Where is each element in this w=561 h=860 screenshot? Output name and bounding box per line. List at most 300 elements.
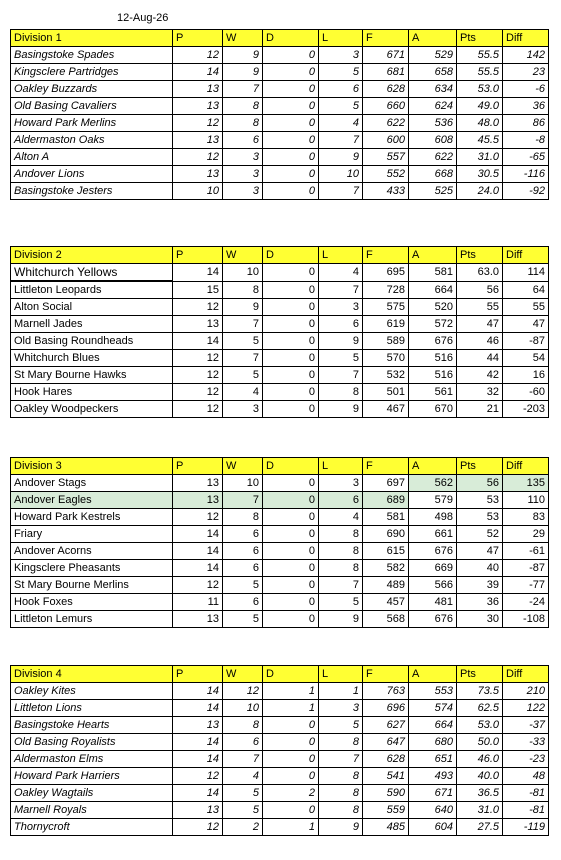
team-name: Thornycroft — [11, 819, 173, 836]
stat-cell: 8 — [319, 768, 363, 785]
table-header-row — [11, 458, 549, 475]
stat-cell: 15 — [173, 281, 223, 299]
team-name: Andover Eagles — [11, 492, 173, 509]
stat-cell: 46.0 — [457, 751, 503, 768]
stat-cell: 6 — [223, 132, 263, 149]
stat-cell: 485 — [363, 819, 409, 836]
stat-cell: 457 — [363, 594, 409, 611]
table-row — [11, 115, 549, 132]
stat-cell: 8 — [223, 281, 263, 299]
division-title: Division 1 — [11, 30, 173, 47]
stat-cell: 12 — [173, 577, 223, 594]
team-name: Howard Park Harriers — [11, 768, 173, 785]
division-table — [10, 246, 549, 418]
stat-cell: 210 — [503, 683, 549, 700]
stat-cell: 14 — [173, 526, 223, 543]
stat-cell: 5 — [223, 802, 263, 819]
stat-cell: 697 — [363, 475, 409, 492]
stat-cell: 40 — [457, 560, 503, 577]
stat-cell: 42 — [457, 367, 503, 384]
stat-cell: 0 — [263, 115, 319, 132]
table-row — [11, 509, 549, 526]
stat-cell: -6 — [503, 81, 549, 98]
stat-cell: 5 — [223, 333, 263, 350]
stat-cell: 566 — [409, 577, 457, 594]
stat-cell: -33 — [503, 734, 549, 751]
stat-cell: 669 — [409, 560, 457, 577]
stat-cell: 36.5 — [457, 785, 503, 802]
team-name: Littleton Lions — [11, 700, 173, 717]
stat-cell: 660 — [363, 98, 409, 115]
division-table — [10, 665, 549, 836]
stat-cell: 0 — [263, 594, 319, 611]
stat-cell: 634 — [409, 81, 457, 98]
stat-cell: 8 — [319, 384, 363, 401]
stat-cell: -23 — [503, 751, 549, 768]
team-name: St Mary Bourne Hawks — [11, 367, 173, 384]
stat-cell: -37 — [503, 717, 549, 734]
table-row — [11, 64, 549, 81]
stat-cell: 83 — [503, 509, 549, 526]
stat-cell: 53.0 — [457, 717, 503, 734]
stat-cell: 661 — [409, 526, 457, 543]
stat-cell: 0 — [263, 734, 319, 751]
stat-cell: 13 — [173, 316, 223, 333]
stat-cell: 574 — [409, 700, 457, 717]
stat-cell: 3 — [223, 166, 263, 183]
stat-cell: 676 — [409, 543, 457, 560]
table-row — [11, 81, 549, 98]
stat-cell: 529 — [409, 47, 457, 64]
team-name: Kingsclere Pheasants — [11, 560, 173, 577]
stat-cell: 12 — [173, 367, 223, 384]
stat-cell: 5 — [223, 611, 263, 628]
stat-cell: 0 — [263, 367, 319, 384]
stat-cell: 53.0 — [457, 81, 503, 98]
stat-cell: 12 — [173, 401, 223, 418]
stat-cell: 31.0 — [457, 149, 503, 166]
team-name: Andover Lions — [11, 166, 173, 183]
stat-cell: 36 — [457, 594, 503, 611]
stat-cell: 3 — [319, 475, 363, 492]
stat-cell: 46 — [457, 333, 503, 350]
stat-cell: -92 — [503, 183, 549, 200]
stat-cell: 9 — [319, 611, 363, 628]
stat-cell: 56 — [457, 281, 503, 299]
stat-cell: 47 — [503, 316, 549, 333]
stat-cell: 12 — [173, 384, 223, 401]
stat-cell: 5 — [319, 717, 363, 734]
table-row — [11, 594, 549, 611]
stat-cell: 615 — [363, 543, 409, 560]
team-name: Oakley Buzzards — [11, 81, 173, 98]
stat-cell: 14 — [173, 700, 223, 717]
stat-cell: 570 — [363, 350, 409, 367]
stat-cell: 5 — [319, 594, 363, 611]
stat-cell: 55.5 — [457, 47, 503, 64]
stat-cell: 8 — [223, 115, 263, 132]
stat-cell: 619 — [363, 316, 409, 333]
team-name: Marnell Royals — [11, 802, 173, 819]
stat-cell: 10 — [173, 183, 223, 200]
team-name: Basingstoke Hearts — [11, 717, 173, 734]
team-name: Aldermaston Elms — [11, 751, 173, 768]
stat-cell: 48 — [503, 768, 549, 785]
table-header-row — [11, 247, 549, 264]
table-row — [11, 819, 549, 836]
table-row — [11, 384, 549, 401]
stat-cell: -65 — [503, 149, 549, 166]
stat-cell: 7 — [319, 577, 363, 594]
stat-cell: 622 — [363, 115, 409, 132]
stat-cell: 557 — [363, 149, 409, 166]
stat-cell: 9 — [319, 333, 363, 350]
stat-cell: 54 — [503, 350, 549, 367]
stat-cell: 5 — [223, 577, 263, 594]
stat-cell: -77 — [503, 577, 549, 594]
division-table — [10, 29, 549, 200]
table-row — [11, 47, 549, 64]
stat-cell: 6 — [223, 594, 263, 611]
stat-cell: 5 — [319, 98, 363, 115]
stat-cell: 53 — [457, 509, 503, 526]
column-header: Pts — [457, 247, 503, 264]
table-row — [11, 768, 549, 785]
table-row — [11, 717, 549, 734]
stat-cell: 5 — [223, 785, 263, 802]
stat-cell: 627 — [363, 717, 409, 734]
stat-cell: 2 — [263, 785, 319, 802]
stat-cell: 640 — [409, 802, 457, 819]
stat-cell: 13 — [173, 475, 223, 492]
stat-cell: 481 — [409, 594, 457, 611]
stat-cell: 5 — [319, 350, 363, 367]
stat-cell: 728 — [363, 281, 409, 299]
stat-cell: 50.0 — [457, 734, 503, 751]
team-name: St Mary Bourne Merlins — [11, 577, 173, 594]
stat-cell: 0 — [263, 149, 319, 166]
stat-cell: 4 — [319, 509, 363, 526]
stat-cell: 8 — [319, 526, 363, 543]
stat-cell: 763 — [363, 683, 409, 700]
stat-cell: 9 — [223, 47, 263, 64]
stat-cell: 13 — [173, 166, 223, 183]
team-name: Andover Acorns — [11, 543, 173, 560]
stat-cell: 658 — [409, 64, 457, 81]
stat-cell: 48.0 — [457, 115, 503, 132]
team-name: Howard Park Merlins — [11, 115, 173, 132]
stat-cell: 110 — [503, 492, 549, 509]
stat-cell: 53 — [457, 492, 503, 509]
stat-cell: 3 — [223, 149, 263, 166]
stat-cell: 6 — [319, 492, 363, 509]
division-title: Division 3 — [11, 458, 173, 475]
stat-cell: -116 — [503, 166, 549, 183]
stat-cell: 6 — [223, 526, 263, 543]
stat-cell: 5 — [319, 64, 363, 81]
stat-cell: 498 — [409, 509, 457, 526]
column-header: D — [263, 247, 319, 264]
table-row — [11, 577, 549, 594]
stat-cell: 0 — [263, 316, 319, 333]
stat-cell: 676 — [409, 333, 457, 350]
stat-cell: 56 — [457, 475, 503, 492]
stat-cell: 7 — [319, 751, 363, 768]
stat-cell: 13 — [173, 802, 223, 819]
stat-cell: 7 — [223, 751, 263, 768]
column-header: Pts — [457, 666, 503, 683]
stat-cell: 40.0 — [457, 768, 503, 785]
stat-cell: 14 — [173, 734, 223, 751]
stat-cell: 581 — [363, 509, 409, 526]
table-row — [11, 475, 549, 492]
stat-cell: 1 — [263, 819, 319, 836]
stat-cell: 9 — [319, 819, 363, 836]
stat-cell: 135 — [503, 475, 549, 492]
date-label: 12-Aug-26 — [117, 12, 169, 24]
stat-cell: 14 — [173, 64, 223, 81]
table-header-row — [11, 666, 549, 683]
table-header-row — [11, 30, 549, 47]
team-name: Oakley Kites — [11, 683, 173, 700]
team-name: Alton Social — [11, 299, 173, 316]
stat-cell: 13 — [173, 81, 223, 98]
column-header: F — [363, 458, 409, 475]
stat-cell: 30 — [457, 611, 503, 628]
stat-cell: 0 — [263, 98, 319, 115]
stat-cell: 9 — [223, 299, 263, 316]
column-header: Diff — [503, 247, 549, 264]
stat-cell: 114 — [503, 264, 549, 282]
stat-cell: 86 — [503, 115, 549, 132]
table-row — [11, 299, 549, 316]
stat-cell: 47 — [457, 316, 503, 333]
stat-cell: 7 — [319, 367, 363, 384]
team-name: Old Basing Cavaliers — [11, 98, 173, 115]
stat-cell: 12 — [173, 768, 223, 785]
stat-cell: 671 — [409, 785, 457, 802]
stat-cell: 10 — [223, 264, 263, 282]
stat-cell: 7 — [319, 281, 363, 299]
stat-cell: -203 — [503, 401, 549, 418]
stat-cell: 55.5 — [457, 64, 503, 81]
stat-cell: 13 — [173, 611, 223, 628]
stat-cell: 10 — [319, 166, 363, 183]
stat-cell: -87 — [503, 560, 549, 577]
stat-cell: 541 — [363, 768, 409, 785]
stat-cell: 9 — [319, 401, 363, 418]
column-header: Diff — [503, 666, 549, 683]
stat-cell: -81 — [503, 802, 549, 819]
column-header: F — [363, 666, 409, 683]
table-row — [11, 492, 549, 509]
column-header: F — [363, 247, 409, 264]
stat-cell: 628 — [363, 81, 409, 98]
stat-cell: 696 — [363, 700, 409, 717]
stat-cell: 600 — [363, 132, 409, 149]
stat-cell: 12 — [173, 47, 223, 64]
stat-cell: 0 — [263, 132, 319, 149]
division-table — [10, 457, 549, 628]
team-name: Basingstoke Jesters — [11, 183, 173, 200]
column-header: Diff — [503, 458, 549, 475]
stat-cell: 63.0 — [457, 264, 503, 282]
column-header: W — [223, 458, 263, 475]
table-row — [11, 166, 549, 183]
table-row — [11, 132, 549, 149]
stat-cell: 12 — [173, 115, 223, 132]
stat-cell: 44 — [457, 350, 503, 367]
stat-cell: 0 — [263, 577, 319, 594]
stat-cell: 6 — [319, 316, 363, 333]
stat-cell: 3 — [319, 47, 363, 64]
table-row — [11, 149, 549, 166]
stat-cell: 11 — [173, 594, 223, 611]
stat-cell: 0 — [263, 802, 319, 819]
stat-cell: 520 — [409, 299, 457, 316]
stat-cell: 4 — [223, 768, 263, 785]
stat-cell: 0 — [263, 183, 319, 200]
stat-cell: -81 — [503, 785, 549, 802]
stat-cell: 47 — [457, 543, 503, 560]
stat-cell: 689 — [363, 492, 409, 509]
stat-cell: 647 — [363, 734, 409, 751]
stat-cell: 21 — [457, 401, 503, 418]
team-name: Kingsclere Partridges — [11, 64, 173, 81]
column-header: W — [223, 666, 263, 683]
stat-cell: 0 — [263, 560, 319, 577]
stat-cell: 122 — [503, 700, 549, 717]
stat-cell: 525 — [409, 183, 457, 200]
table-row — [11, 560, 549, 577]
stat-cell: 4 — [223, 384, 263, 401]
stat-cell: 590 — [363, 785, 409, 802]
table-row — [11, 264, 549, 282]
stat-cell: 536 — [409, 115, 457, 132]
stat-cell: 1 — [319, 683, 363, 700]
stat-cell: 29 — [503, 526, 549, 543]
stat-cell: 628 — [363, 751, 409, 768]
stat-cell: 12 — [173, 509, 223, 526]
column-header: A — [409, 247, 457, 264]
stat-cell: 1 — [263, 683, 319, 700]
stat-cell: -8 — [503, 132, 549, 149]
table-row — [11, 751, 549, 768]
column-header: A — [409, 666, 457, 683]
stat-cell: 23 — [503, 64, 549, 81]
column-header: L — [319, 458, 363, 475]
stat-cell: 589 — [363, 333, 409, 350]
stat-cell: 7 — [223, 316, 263, 333]
stat-cell: 6 — [319, 81, 363, 98]
stat-cell: 4 — [319, 264, 363, 282]
team-name: Old Basing Royalists — [11, 734, 173, 751]
column-header: W — [223, 247, 263, 264]
stat-cell: 8 — [223, 717, 263, 734]
stat-cell: 501 — [363, 384, 409, 401]
stat-cell: 16 — [503, 367, 549, 384]
stat-cell: 62.5 — [457, 700, 503, 717]
column-header: Diff — [503, 30, 549, 47]
column-header: L — [319, 247, 363, 264]
stat-cell: 14 — [173, 683, 223, 700]
column-header: P — [173, 247, 223, 264]
stat-cell: 3 — [319, 700, 363, 717]
stat-cell: -24 — [503, 594, 549, 611]
stat-cell: 14 — [173, 785, 223, 802]
stat-cell: 0 — [263, 526, 319, 543]
table-row — [11, 734, 549, 751]
stat-cell: 0 — [263, 401, 319, 418]
stat-cell: 0 — [263, 509, 319, 526]
column-header: A — [409, 30, 457, 47]
stat-cell: 24.0 — [457, 183, 503, 200]
stat-cell: 8 — [223, 509, 263, 526]
stat-cell: 0 — [263, 768, 319, 785]
team-name: Alton A — [11, 149, 173, 166]
team-name: Hook Foxes — [11, 594, 173, 611]
stat-cell: 676 — [409, 611, 457, 628]
stat-cell: 579 — [409, 492, 457, 509]
division-title: Division 2 — [11, 247, 173, 264]
stat-cell: 36 — [503, 98, 549, 115]
stat-cell: 0 — [263, 611, 319, 628]
stat-cell: 559 — [363, 802, 409, 819]
stat-cell: 7 — [223, 492, 263, 509]
stat-cell: 572 — [409, 316, 457, 333]
table-row — [11, 401, 549, 418]
stat-cell: 14 — [173, 264, 223, 282]
table-row — [11, 183, 549, 200]
stat-cell: 39 — [457, 577, 503, 594]
stat-cell: 7 — [223, 350, 263, 367]
team-name: Andover Stags — [11, 475, 173, 492]
stat-cell: 49.0 — [457, 98, 503, 115]
table-row — [11, 526, 549, 543]
stat-cell: 30.5 — [457, 166, 503, 183]
stat-cell: 27.5 — [457, 819, 503, 836]
stat-cell: 0 — [263, 81, 319, 98]
stat-cell: 12 — [173, 149, 223, 166]
stat-cell: 12 — [173, 299, 223, 316]
stat-cell: 552 — [363, 166, 409, 183]
table-row — [11, 281, 549, 299]
stat-cell: 681 — [363, 64, 409, 81]
stat-cell: 489 — [363, 577, 409, 594]
team-name: Howard Park Kestrels — [11, 509, 173, 526]
stat-cell: 10 — [223, 475, 263, 492]
stat-cell: 532 — [363, 367, 409, 384]
stat-cell: 516 — [409, 350, 457, 367]
stat-cell: 14 — [173, 543, 223, 560]
stat-cell: 433 — [363, 183, 409, 200]
stat-cell: 1 — [263, 700, 319, 717]
stat-cell: 3 — [223, 183, 263, 200]
stat-cell: 568 — [363, 611, 409, 628]
stat-cell: -119 — [503, 819, 549, 836]
table-row — [11, 350, 549, 367]
column-header: D — [263, 458, 319, 475]
stat-cell: 13 — [173, 492, 223, 509]
stat-cell: 64 — [503, 281, 549, 299]
team-name: Littleton Leopards — [11, 281, 173, 299]
stat-cell: 3 — [223, 401, 263, 418]
stat-cell: 562 — [409, 475, 457, 492]
stat-cell: 0 — [263, 475, 319, 492]
stat-cell: 31.0 — [457, 802, 503, 819]
stat-cell: 8 — [319, 734, 363, 751]
stat-cell: 12 — [173, 350, 223, 367]
